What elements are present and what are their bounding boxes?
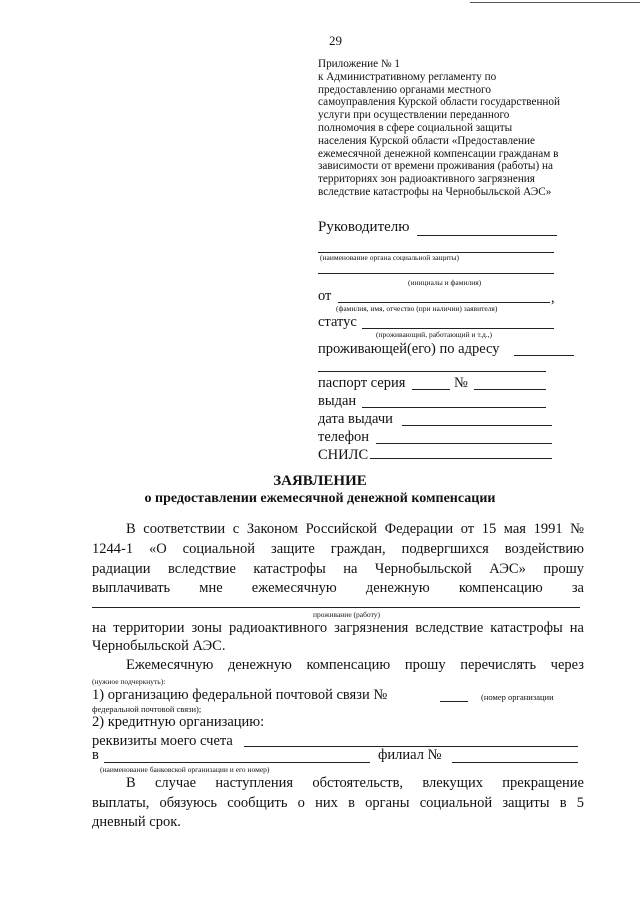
body-line: радиации вследствие катастрофы на Чернобыльской АЭС» прошу	[92, 561, 584, 577]
phone-label: телефон	[318, 429, 370, 445]
passport-series-label: паспорт серия	[318, 375, 406, 391]
body-line: выплаты, обязуюсь сообщить о них в органы социальной защиты в 5	[92, 795, 584, 811]
issued-line[interactable]	[362, 407, 546, 408]
address-line-1[interactable]	[514, 355, 574, 356]
branch-label: филиал №	[378, 747, 442, 763]
passport-series-line[interactable]	[412, 389, 450, 390]
appendix-line: услуги при осуществлении переданного	[318, 109, 510, 122]
option-credit: 2) кредитную организацию:	[92, 714, 265, 730]
appendix-line: предоставлению органами местного	[318, 83, 491, 96]
addressee-label: Руководителю	[318, 219, 410, 235]
underline-hint: (нужное подчеркнуть):	[92, 677, 166, 686]
phone-line[interactable]	[376, 443, 552, 444]
org-name-hint: (наименование органа социальной защиты)	[320, 253, 460, 262]
bank-in-label: в	[92, 747, 99, 763]
appendix-line: территориях зон радиоактивного загрязнения	[318, 173, 535, 186]
postal-hint-a: (номер организации	[481, 692, 554, 702]
fio-line[interactable]	[338, 302, 550, 303]
appendix-line: полномочия в сфере социальной защиты	[318, 121, 513, 134]
residence-hint: проживание (работу)	[313, 610, 380, 619]
body-line: на территории зоны радиоактивного загрязнения вследствие катастрофы на	[92, 620, 584, 636]
postal-hint-b: федеральной почтовой связи);	[92, 704, 202, 714]
account-label: реквизиты моего счета	[92, 733, 233, 749]
bank-name-line[interactable]	[104, 762, 370, 763]
body-line: Ежемесячную денежную компенсацию прошу перечислять через	[126, 657, 584, 673]
residence-line[interactable]	[92, 607, 580, 608]
appendix-line: самоуправления Курской области государственной	[318, 96, 560, 109]
snils-label: СНИЛС	[318, 447, 369, 463]
bank-hint: (наименование банковской организации и его номер)	[100, 765, 270, 774]
passport-number-sign: №	[454, 375, 468, 391]
appendix-line: к Административному регламенту по	[318, 70, 497, 83]
address-line-2[interactable]	[318, 371, 546, 372]
appendix-block	[318, 58, 584, 199]
appendix-line: вследствие катастрофы на Чернобыльской АЭС»	[318, 185, 552, 198]
appendix-line: Приложение № 1	[318, 58, 400, 70]
option-postal: 1) организацию федеральной почтовой связи №	[92, 687, 388, 703]
appendix-line: ежемесячной денежной компенсации гражданам в	[318, 147, 559, 160]
document-title: ЗАЯВЛЕНИЕ	[273, 473, 367, 489]
from-label: от	[318, 288, 332, 304]
from-comma: ,	[551, 290, 555, 306]
body-line: Чернобыльской АЭС.	[92, 638, 226, 654]
initials-line[interactable]	[318, 273, 554, 274]
body-line: выплачивать мне ежемесячную денежную компенсацию за	[92, 580, 584, 596]
document-subtitle: о предоставлении ежемесячной денежной компенсации	[144, 491, 496, 506]
body-line: В случае наступления обстоятельств, влекущих прекращение	[126, 775, 584, 791]
addressee-line[interactable]	[417, 235, 557, 236]
status-line[interactable]	[362, 328, 554, 329]
branch-number-line[interactable]	[452, 762, 578, 763]
appendix-line: населения Курской области «Предоставление	[318, 134, 535, 147]
issued-label: выдан	[318, 393, 357, 409]
page-number: 29	[329, 33, 342, 48]
top-edge-rule	[470, 2, 640, 3]
snils-line[interactable]	[370, 458, 552, 459]
body-line: 1244-1 «О социальной защите граждан, подвергшихся воздействию	[92, 541, 584, 557]
issue-date-label: дата выдачи	[318, 411, 393, 427]
postal-number-line[interactable]	[440, 701, 468, 702]
address-label: проживающей(его) по адресу	[318, 341, 500, 357]
issue-date-line[interactable]	[402, 425, 552, 426]
body-line: В соответствии с Законом Российской Федерации от 15 мая 1991 №	[126, 521, 584, 537]
passport-number-line[interactable]	[474, 389, 546, 390]
initials-hint: (инициалы и фамилия)	[408, 278, 482, 287]
status-label: статус	[318, 314, 357, 330]
body-line: дневный срок.	[92, 814, 181, 830]
fio-hint: (фамилия, имя, отчество (при наличии) заявителя)	[336, 304, 498, 313]
status-hint: (проживающий, работающий и т.д.,)	[376, 330, 493, 339]
appendix-line: зависимости от времени проживания (работы) на	[318, 160, 553, 173]
